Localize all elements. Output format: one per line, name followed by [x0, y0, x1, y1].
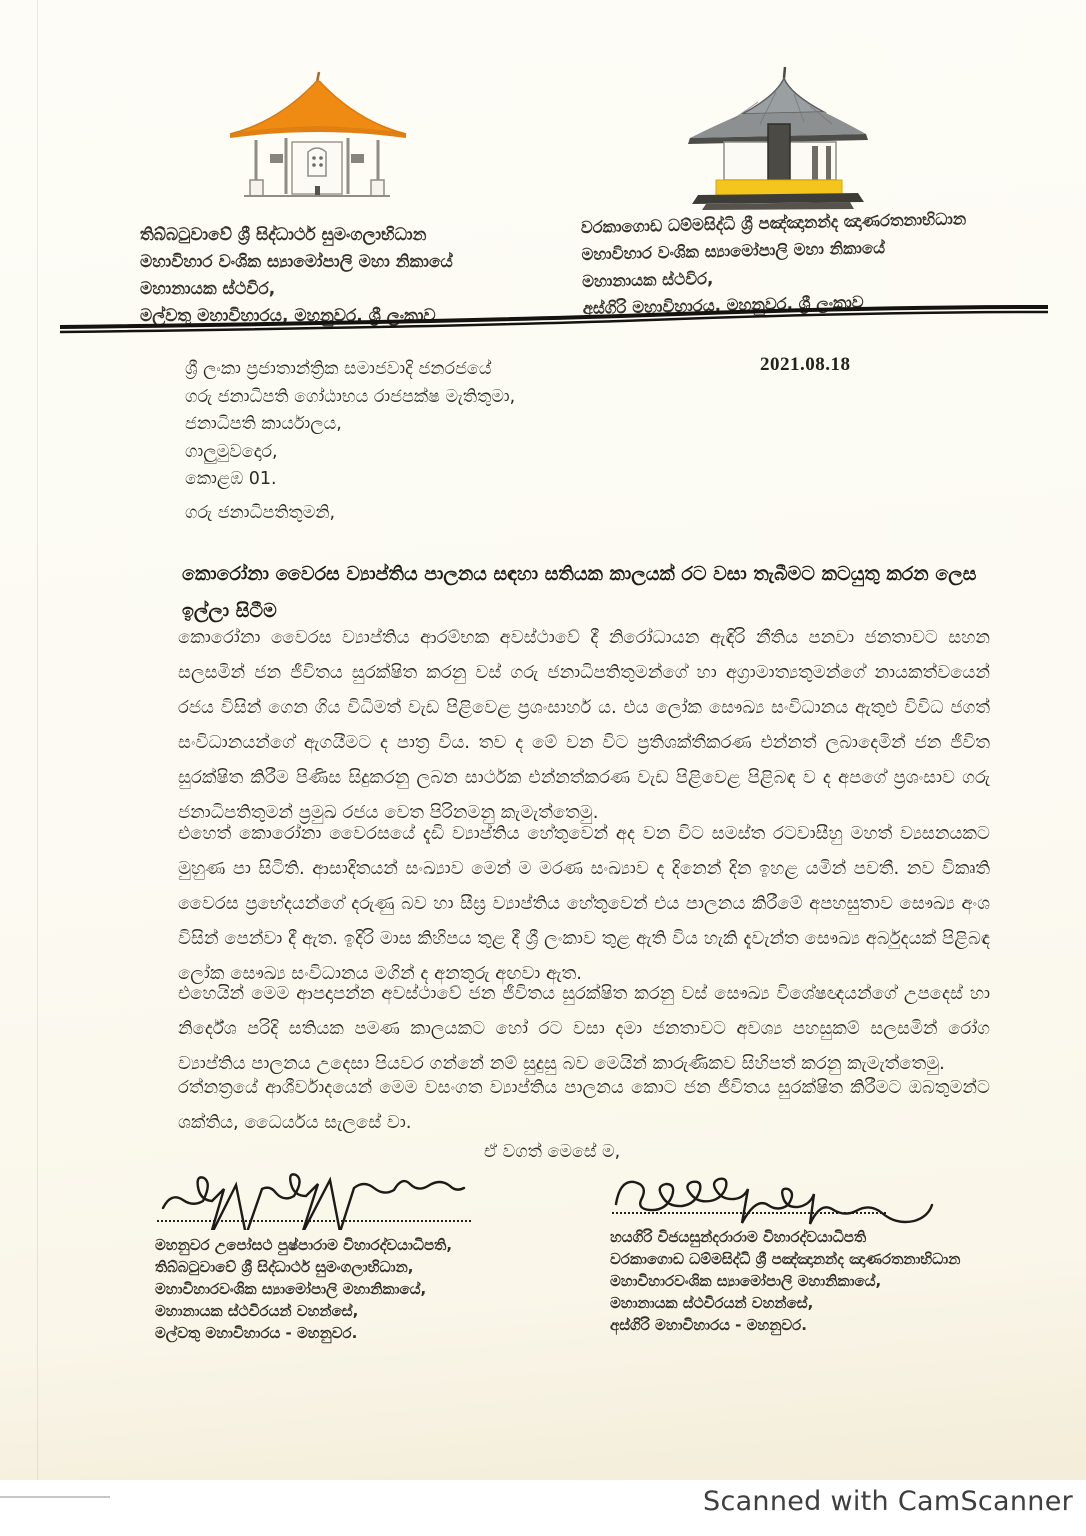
handwritten-signature-right-icon — [610, 1160, 990, 1226]
letterhead-right-line: මහාවිහාර වංශික ස්‍යාමෝපාලි මහා නිකායේ — [581, 238, 886, 265]
signatory-title-line: මල්වතු මහාවිහාරය - මහනුවර. — [155, 1324, 358, 1342]
letterhead-left-line: මහාවිහාර වංශික ස්‍යාමෝපාලි මහා නිකායේ — [140, 252, 453, 272]
signatory-left — [155, 1168, 485, 1344]
letterhead-right-line: වරකාගොඩ ධම්මසිද්ධි ශ්‍රී පඤ්ඤානන්ද ඤාණරතනාභිධාන — [580, 209, 967, 238]
asgiriya-temple-icon — [672, 62, 882, 212]
recipient-address — [185, 356, 515, 494]
signatory-title-line: මහානායක ස්ථවිරයන් වහන්සේ, — [155, 1302, 359, 1320]
closing-phrase: ඒ වගත් මෙසේ ම, — [484, 1142, 621, 1162]
signatory-title-line: අස්ගිරි මහාවිහාරය - මහනුවර. — [610, 1316, 807, 1334]
letterhead-left-line: මහානායක ස්ථවිර, — [140, 279, 276, 299]
signatory-right — [610, 1160, 990, 1336]
letterhead-divider-rule — [58, 300, 1050, 336]
letterhead-right-line: අස්ගිරි මහාවිහාරය, මහනුවර, ශ්‍රී ලංකාව — [582, 292, 864, 319]
signature-left — [155, 1168, 485, 1230]
recipient-line: ගරු ජනාධිපති ගෝඨාභය රාජපක්ෂ මැතිතුමා, — [185, 386, 516, 407]
recipient-line: ජනාධිපති කාර්යාලය, — [185, 414, 342, 434]
signatory-title-line: හයගිරි විජයසුන්දරාරාම විහාරද්වයාධිපති — [610, 1228, 867, 1246]
paper-edge-line — [37, 0, 38, 1480]
body-paragraph-4: රත්නත්‍රයේ ආශීර්වාදයෙන් මෙම වසංගත ව්‍යාප්තිය පාලනය කොට ජන ජීවිතය සුරක්ෂිත කිරීමට ඔබතුමන්ට ශක්තිය, ධෛර්යය සැලසේ වා. — [178, 1077, 990, 1133]
body-paragraph-2: එහෙත් කොරෝනා වෛරසයේ දැඩි ව්‍යාප්තිය හේතුවෙන් අද වන විට සමස්ත රටවාසීහු මහත් ව්‍යසනයකට මුහුණ පා සිටිති. ආසාදිතයන් සංඛ්‍යාව මෙන් ම මරණ සංඛ්‍යාව ද දිනෙන් දින ඉහළ යමින් පවතී. නව විකෘති වෛරස ප්‍රභේදයන්ගේ දරුණු බව හා සීඝ්‍ර ව්‍යාප්තිය හේතුවෙන් එය පාලනය කිරීමේ අපහසුතාව සෞඛ්‍ය අංශ විසින් පෙන්වා දී ඇත. ඉදිරි මාස කිහිපය තුළ දී ශ්‍රී ලංකාව තුළ ඇති විය හැකි දැවැන්ත සෞඛ්‍ය අර්බුදයක් පිළිබඳ ලෝක සෞඛ්‍ය සංවිධානය මගින් ද අනතුරු අඟවා ඇත. — [178, 823, 990, 984]
salutation: ගරු ජනාධිපතිතුමනි, — [185, 503, 336, 523]
signatory-title-line: මහනුවර උපෝසථ පුෂ්පාරාම විහාරද්වයාධිපති, — [155, 1236, 453, 1254]
signature-right — [610, 1160, 990, 1222]
letter-date: 2021.08.18 — [760, 354, 851, 375]
scan-footer-strip — [0, 1480, 1086, 1536]
recipient-line: ශ්‍රී ලංකා ප්‍රජාතාන්ත්‍රික සමාජවාදි ජනරජයේ — [185, 359, 492, 379]
body-paragraph-3: එහෙයින් මෙම ආපදාපන්න අවස්ථාවේ ජන ජීවිතය සුරක්ෂිත කරනු වස් සෞඛ්‍ය විශේෂඥයන්ගේ උපදෙස් හා නිර්දේශ පරිදි සතියක පමණ කාලයකට හෝ රට වසා දමා ජනතාවට අවශ්‍ය පහසුකම් සලසමින් රෝග ව්‍යාප්තිය පාලනය උදෙසා පියවර ගන්නේ නම් සුදුසු බව මෙයින් කාරුණිකව සිහිපත් කරනු කැමැත්තෙමු. — [178, 983, 990, 1074]
handwritten-signature-left-icon — [155, 1168, 485, 1230]
signatory-left-titles — [155, 1234, 485, 1344]
signatory-right-titles — [610, 1226, 990, 1336]
letterhead-left-line: තිබ්බටුවාවේ ශ්‍රී සිද්ධාර්ථ සුමංගලාභිධාන — [140, 225, 427, 245]
malwathu-temple-icon — [222, 68, 412, 218]
signatory-title-line: මහාවිහාරවංශික ස්‍යාමෝපාලි මහානිකායේ, — [155, 1280, 427, 1298]
camscanner-watermark: Scanned with CamScanner — [703, 1486, 1074, 1517]
signatory-title-line: මහානායක ස්ථවිරයන් වහන්සේ, — [610, 1294, 814, 1312]
scan-artifact-dash — [0, 1496, 110, 1498]
body-paragraph-1: කොරෝනා වෛරස ව්‍යාප්තිය ආරම්භක අවස්ථාවේ දී නිරෝධායන ඇඳිරි නීතිය පනවා ජනතාවට සහන සලසමින් ජන ජීවිතය සුරක්ෂිත කරනු වස් ගරු ජනාධිපතිතුමන්ගේ හා අග්‍රාමාත්‍යතුමන්ගේ නායකත්වයෙන් රජය විසින් ගෙන ගිය විධිමත් වැඩ පිළිවෙළ ප්‍රශංසාර්හ ය. එය ලෝක සෞඛ්‍ය සංවිධානය ඇතුළු විවිධ ජගත් සංවිධානයන්ගේ ඇගයීමට ද පාත්‍ර විය. තව ද මේ වන විට ප්‍රතිශක්තීකරණ එන්නත් ලබාදෙමින් ජන ජීවිත සුරක්ෂිත කිරීම පිණිස සිදුකරනු ලබන සාර්ථක එන්නත්කරණ වැඩ පිළිවෙළ පිළිබඳ ව ද අපගේ ප්‍රශංසාව ගරු ජනාධිපතිතුමන් ප්‍රමුඛ රජය වෙත පිරිනමනු කැමැත්තෙමු. — [178, 627, 990, 823]
subject-line: කොරෝනා වෛරස ව්‍යාප්තිය පාලනය සඳහා සතියක කාලයක් රට වසා තැබීමට කටයුතු කරන ලෙස ඉල්ලා සිටීම — [182, 563, 977, 622]
signatory-title-line: තිබ්බටුවාවේ ශ්‍රී සිද්ධාර්ථ සුමංගලාභිධාන, — [155, 1258, 414, 1276]
recipient-line: ගාලුමුවදොර, — [185, 441, 278, 462]
letterhead-right-line: මහානායක ස්ථවිර, — [581, 269, 714, 292]
signatory-title-line: වරකාගොඩ ධම්මසිද්ධි ශ්‍රී පඤ්ඤානන්ද ඤාණරතනාභිධාන — [610, 1250, 961, 1268]
signatory-title-line: මහාවිහාරවංශික ස්‍යාමෝපාලි මහානිකායේ, — [610, 1272, 882, 1290]
letterhead-left-line: මල්වතු මහාවිහාරය, මහනුවර, ශ්‍රී ලංකාව — [140, 306, 436, 326]
recipient-line: කොළඹ 01. — [185, 469, 277, 489]
